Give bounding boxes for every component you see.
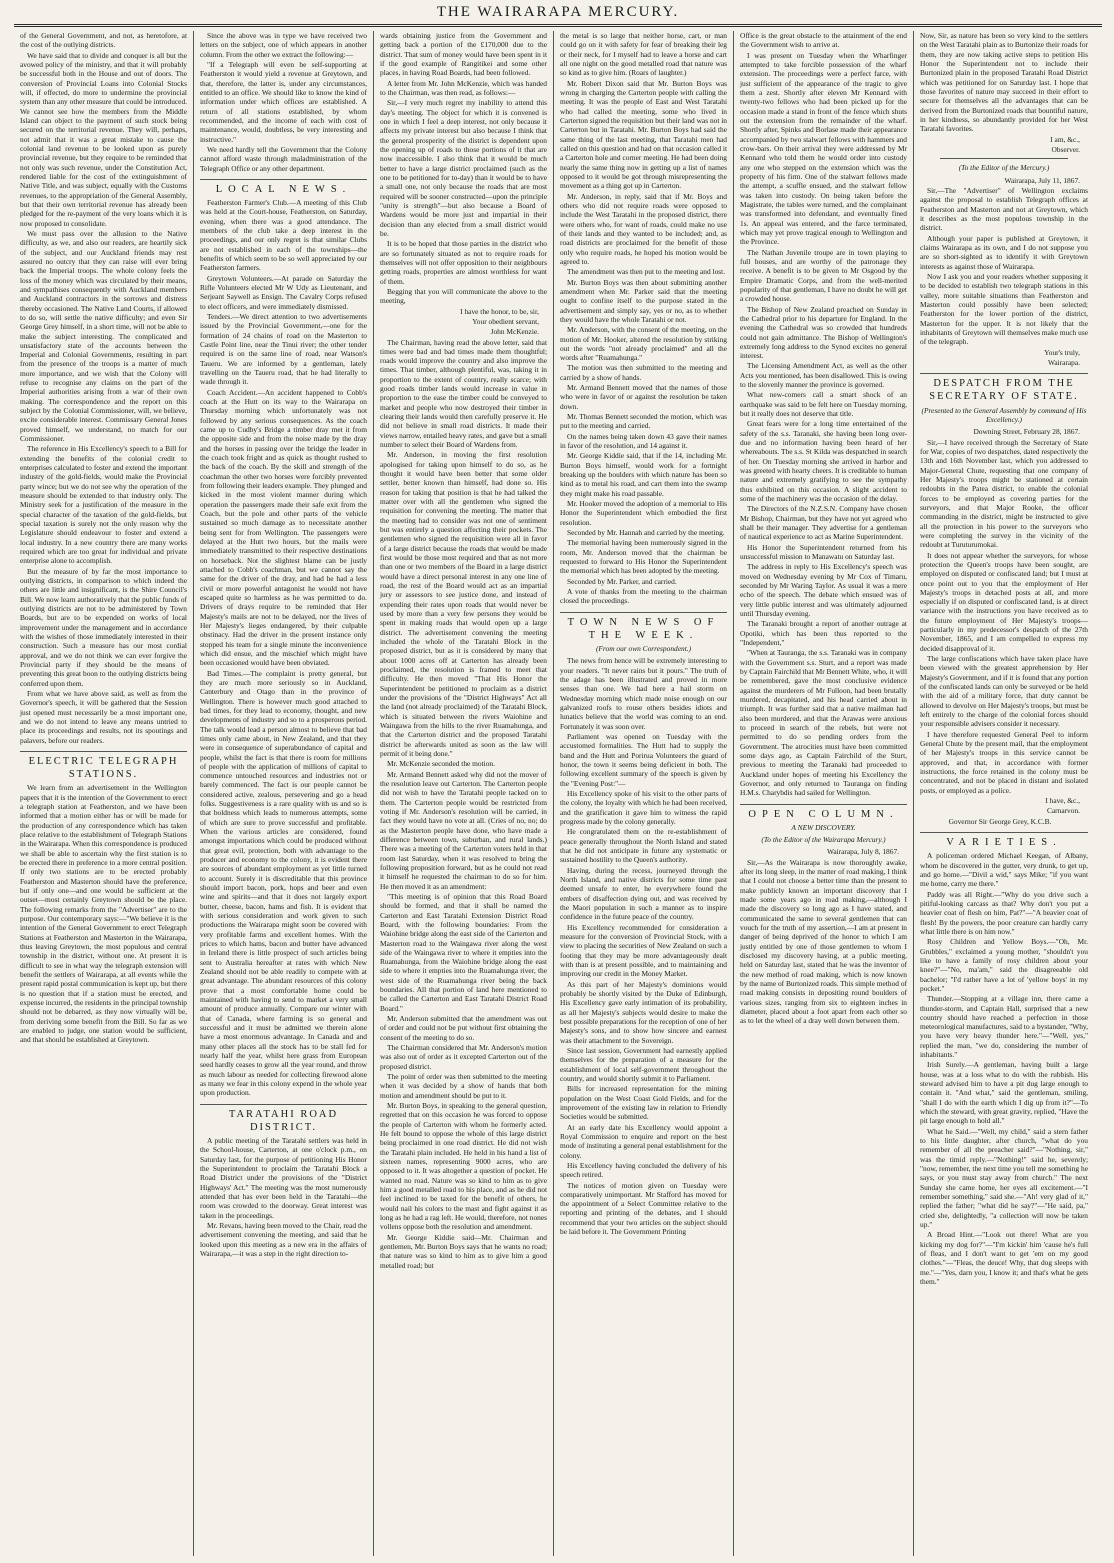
signoff-name: Wairarapa. <box>1047 357 1080 367</box>
paragraph: The large confiscations which have taken place have been viewed with the greatest apprehension by Her Majesty's Government, and if it is found that any portion of the confiscated lands can only be surveyed or be held with the aid of a military force, that duty cannot be allowed to devolve on Her Majesty's troops, but must be left entirely to the charge of the colonial forces should your responsible advisers consider it necessary. <box>920 654 1089 729</box>
paragraph: Sir,—I have received through the Secretary of State for War, copies of two despatches, dated respectively the 13th and 16th November last, which you addressed to Major-General Chute, requesting that one company of Her Majesty's troops might be stationed at certain redoubts in the Patea district, to enable the colonial forces to be employed as covering parties for the surveyors, and that Major Rooke, the officer commanding in the district, might be instructed to give all the protection in his power to the surveyors who were completing the survey in the vicinity of the redoubt at Turuturumokai. <box>920 437 1088 550</box>
variety-item: Paddy was all Right.—"Why do you drive such a pitiful-looking carcass as that? Why don't you put a heavier coat of flesh on him, Pat?"—"A heavier coat of flesh! By the powers, the poor creature can hardly carry what little there is on him now." <box>920 889 1088 936</box>
paragraph: Now I ask you and your readers whether supposing it to be decided to establish two telegraph stations in this valley, more suitable situations than Featherston and Masterton could possibly have been selected; Featherston for the lower portion of the district, Masterton for the upper. It is not likely that the inhabitants of Greytown will themselves make much use of the telegraph. <box>920 271 1088 347</box>
variety-item: Rosy Children and Yellow Boys.—"Oh, Mr. Grubbles," exclaimed a young mother, "shouldn't you like to have a family of rosy children about your knee?"—"No, ma'am," said the disagreeable old bachelor; "I'd rather have a lot of 'yellow boys' in my pocket." <box>920 937 1088 993</box>
paragraph: Mr. Thomas Bennett seconded the motion, which was put to the meeting and carried. <box>560 412 727 431</box>
paragraph: of the General Government, and not, as heretofore, at the cost of the outlying districts. <box>20 31 187 50</box>
news-item: Tenders.—We direct attention to two advertisements issued by the Provincial Government,—one for the formation of 24 chains of road on the Masterton to Castle Point line, near the Tinui river; the other tender required is on the same line of road, near Watson's Taueru. We are informed by a gentleman, lately travelling on the Taueru road, that he had literally to wade through it. <box>200 312 367 387</box>
correspondent-note: (From our own Correspondent.) <box>595 644 692 654</box>
signoff-line: I have the honor, to be, sir, <box>460 306 539 316</box>
letter-dateline: Wairarapa, July 11, 1867. <box>1004 175 1080 185</box>
signoff-line: I have, &c., <box>1045 796 1080 806</box>
column-2 <box>194 31 374 1556</box>
paragraph: Mr. Burton Boys, in speaking to the general question, regretted that on this occasion he was forced to oppose the people of Carterton with whom he formerly acted. He felt bound to oppose the whole of this large district being proclaimed in one road district. He did not wish the Taratahi plain included. He held in his hand a list of sixteen names, representing 9000 acres, who are opposed to it. It was altogether a question of pocket. He wanted no road. Nature was so kind to him as to give him a good metalled road to his place, and as he did not feel inclined to be taxed for the benefit of others, he would nail his colors to the mast and fight against it as long as he had a rag left. He would, therefore, not nones vollens oppose both the resolution and amendment. <box>380 1101 547 1232</box>
paragraph: We must pass over the allusion to the Native difficulty, as we, and also our readers, are heartily sick of the subject, and our Auckland friends may rest assured no outcry that they can raise will ever bring back the Imperial troops. The whole colony feels the loss of the money which was circulated by their means, and sympathises consequently with Auckland members and Auckland contractors in the sorrows and distress thereby occasioned. The Native Land Courts, if allowed to do so, will settle the native difficulty; and even Sir George Grey himself, in a short time, will not be able to make the subject interesting. The complicated and unsatisfactory state of the accounts between the Imperial and Colonial Governments, resulting in part from the presence of the troops is a matter of much more importance, and we wish that the Colony will refuse to recognise any claims on the part of the Imperial authorities arising from a war of their own making. The correspondence and the report on this subject by the Colonial Commissioner, will, we believe, excite considerable interest. Commissary General Jones proved himself, we understand, no match for our Commissioner. <box>20 228 187 444</box>
paragraph: Although your paper is published at Greytown, it claims Wairarapa as its own, and I do not suppose you are so short-sighted as to identify it with Greytown interests as against those of Wairarapa. <box>920 233 1088 271</box>
section-heading-despatch: DESPATCH FROM THE SECRETARY OF STATE. <box>920 373 1088 403</box>
paragraph: Having, during the recess, journeyed through the North Island, and native districts for some time past deemed unsafe to enter, he everywhere found the embers of disaffection dying out, and was received by the Maori population in such a manner as to inspire confidence in the future peace of the country. <box>560 865 727 922</box>
paragraph: Mr. Hooker moved the adoption of a memorial to His Honor the Superintendent which embodied the first resolution. <box>560 499 727 527</box>
despatch-dateline: Downing Street, February 28, 1867. <box>973 427 1080 437</box>
section-heading-varieties: VARIETIES. <box>920 832 1088 849</box>
column-4 <box>554 31 734 1556</box>
paragraph: The Chairman considered that Mr. Anderson's motion was also out of order as it excepted Carterton out of the proposed district. <box>380 1043 547 1071</box>
paragraph: Since last session, Government had earnestly applied themselves for the preparation of a measure for the establishment of local self-government throughout the country, and would shortly submit it to Parliament. <box>560 1045 727 1083</box>
news-item: Greytown Volunteers.—At parade on Saturday the Rifle Volunteers elected Mr W Udy as Lieutenant, and Serjeant Saywell as Ensign. The Cavalry Corps refused to elect officers, and were immediately dismissed. <box>200 273 367 311</box>
paragraph: The amendment was then put to the meeting and lost. <box>567 267 726 277</box>
paragraph: Mr. Anderson, with the consent of the meeting, on the motion of Mr. Hooker, altered the resolution by striking out the words "not already proclaimed" and all the words after "Ruamahunga." <box>560 325 727 363</box>
paragraph: Seconded by Mr. Hannah and carried by the meeting. <box>567 528 725 538</box>
paragraph: We have said that to divide and conquer is all but the avowed policy of the ministry, and that it will probably be successful both in the House and out of doors. The conversion of Provincial Loans into Colonial Stocks will, if effected, do more to undermine the provincial system than any other measure that could be introduced. We cannot see how the members from the Middle Island can object to the payment of such stock being secured on the territorial revenue. They will, perhaps, not admit that it was a great mistake to cause the colonial land revenue to be looked upon as purely provincial revenue, but they require to be reminded that not only was such revenue, under the Constitution Act, rendered liable for the cost of the extinguishment of Native Title, and was subject, equally with the Customs revenues, to the appropriation of the General Assembly, but that their own territorial revenue has already been pledged for the re-payment of the very loans which it is now proposed to consolidate. <box>20 50 187 228</box>
letter-address: (To the Editor of the Wairarapa Mercury.) <box>761 835 886 845</box>
signoff-name: Observer. <box>1051 144 1080 154</box>
editorial-body <box>20 31 187 745</box>
paragraph: I was present on Tuesday when the Wharfinger attempted to take forcible possession of the wharf extension. The proceedings were a perfect farce, with just sufficient of the appearance of the tragic to give them a zest. Shortly after eleven Mr Kennard with twenty-two fellows who had been picked up for the occasion made a stand in front of the fence which shuts out the extension from the remainder of the wharf. Shortly after, Spinks and Borlase made their appearance accompanied by two stalwart fellows with hammers and crow-bars. On their arrival they were addressed by Mr Kennard who told them he would order into custody any one who stepped on the extension which was the property of his firm. One of the stalwart fellows made the attempt, a scuffle ensued, and the stalwart fellow was taken into custody. On being taken before the Magistrate, the tables were turned, and the complainant was transformed into defendant, and eventually fined 1s. An appeal was entered, and the farce terminated, which may yet prove tragical enough to Wellington and the Province. <box>740 50 907 247</box>
paragraph: The address in reply to His Excellency's speech was moved on Wednesday evening by Mr Cox of Timaru, seconded by Mr Waring Taylor. As usual it was a mere echo of the speech. The debate which ensued was of very little public interest and was ultimately adjourned until Thursday evening. <box>740 562 907 619</box>
paragraph: His Excellency spoke of his visit to the other parts of the colony, the loyalty with which he had been received, and the gratification it gave him to witness the rapid progress made by the colony generally. <box>560 789 727 827</box>
signoff-name: Carnarvon. <box>1046 806 1080 816</box>
paragraph: The memorial having been numerously signed in the room, Mr. Anderson moved that the chairman be requested to forward to His Honor the Superintendent the memorial which has been adopted by the meeting. <box>560 538 727 576</box>
paragraph: Since the above was in type we have received two letters on the subject, one of which appears in another column. From the other we extract the following:— <box>200 31 367 59</box>
paragraph: On the names being taken down 43 gave their names in favor of the resolution, and 14 against it. <box>560 431 727 451</box>
paragraph: But the measure of by far the most importance to outlying districts, in comparison to which indeed the others are little and insignificant, is the Shire Council's Bill. We now learn authoratively that the public funds of outlying districts are not to be administered by Town Boards, but are to be expended on works of local improvement under the management and in accordance with the wishes of those immediately interested in their construction. Such a measure has our most cordial approval, and we do not think we can ever forgive the Provincial party if they should be the means of preventing this great boon to the outlying districts being conferred upon them. <box>20 566 187 688</box>
paragraph: The Bishop of New Zealand preached on Sunday in the Cathedral prior to his departure for England. In the evening the Cathedral was so crowded that hundreds could not gain admittance. The Bishop of Wellington's extremely long address to the Synod excites no general interest. <box>740 304 907 361</box>
paragraph: A public meeting of the Taratahi settlers was held in the School-house, Carterton, at one o'clock p.m., on Saturday last, for the purpose of petitioning His Honor the Superintendent to proclaim the Taratahi Block a Road District under the provisions of the "District Highways' Act." The meeting was the most numerously attended that has ever been held in the Taratahi—the room was crowded to the doorway. Great interest was taken in the proceedings. <box>200 1136 367 1220</box>
addressee: Governor Sir George Grey, K.C.B. <box>948 816 1052 826</box>
letter-title: A NEW DISCOVERY. <box>791 822 856 832</box>
signoff-line: Your obedient servant, <box>472 316 539 326</box>
paragraph: "This meeting is of opinion that this Road Board should be formed, and that it shall be named the Carterton and East Taratahi Extension District Road Board, with the following boundaries: From the Waiohine bridge along the east side of the Carterton and Masterton road to the Waingawa river along the west side of the Waingawa river to where it empties into the Ruamahunga, from the Waiohine bridge along the east side to where it empties into the Ruamahunga river, the west side of the Ruamahunga river being the back boundaries. All that portion of land here mentioned to be called the Carterton and East Taratahi District Road Board." <box>380 891 547 1013</box>
paragraph: The Directors of the N.Z.S.N. Company have chosen Mr Bishop, Chairman, but they have not yet agreed who shall be their manager. They advertise for a gentleman of nautical experience to act as Marine Superintendent. <box>740 504 907 542</box>
paragraph: The Nathan Juvenile troupe are in town playing to full houses, and are worthy of the patronage they receive. A benefit is to be given to Mr Osgood by the Empire Dramatic Corps, and from the well-merited popularity of that gentleman, I have no doubt he will get a crowded house. <box>740 247 907 304</box>
paragraph: We learn from an advertisement in the Wellington papers that it is the intention of the Government to erect a telegraph station at Featherston, and we have been informed that a motion either has or will be made for the production of any correspondence which has taken place relative to the establishment of Telegraph Stations in the Wairarapa. When this correspondence is produced we shall be able to ascertain why the first station is to be erected there in preference to a more central position. If only two stations are to be erected probably Featherston and Masterton should have the preference, but if only one—and one would be sufficient at the outset—most certainly Greytown should be the place. The following remarks from the "Advertiser" are to the purpose. Our contemporary says:—"We believe it is the intention of the General Government to erect Telegraph Stations at Featherston and Masterton in the Wairarapa, thus leaving Greytown, the most populous and central township in the district, without one. At present it is difficult to see in what way the telegraph extension will benefit the settlers of Wairarapa, at all events while the present rapid postal communication is kept up, but there is no question that if a station must be erected, and expense incurred, the residents in the principal township should not be debarred, as they now virtually will be, from deriving some benefit from the Bill. So far as we are enabled to judge, one station would be sufficient, and that should be established at Greytown. <box>20 783 187 1045</box>
paragraph: Mr. Anderson, in reply, said that if Mr. Boys and others who did not require roads were opposed to include the West Taratahi in the proposed district, there were others who, for want of roads, could make no use of their lands and they wanted to be included; and, as road districts are proclaimed for the benefit of those only who require roads, he hoped his motion would be agreed to. <box>560 191 727 266</box>
variety-item: Irish Surely.—A gentleman, having built a large house, was at a loss what to do with the rubbish. His steward advised him to have a pit dug large enough to contain it. "And what," said the gentleman, smiling, "shall I do with the earth which I dig up from it?"—To which the steward, with great gravity, replied, "Have the pit large enough to hold all." <box>920 1060 1088 1126</box>
variety-item: Thunder.—Stopping at a village inn, there came a thunder-storm, and Captain Hall, surprised that a new country should have reached a perfection in those meteorological manufactures, said to a bystander, "Why, you have very heavy thunder here."—"Well, yes," replied the man, "we do, considering the number of inhabitants." <box>920 994 1088 1060</box>
paragraph: I have therefore requested General Peel to inform General Chute by the present mail, that the employment of her Majesty's troops in this service cannot be approved, and that, in accordance with former instructions, the force retained in the colony must be concentrated, and not be placed in distant and isolated posts, or employed as a police. <box>920 729 1088 795</box>
paragraph: Great fears were for a long time entertained of the safety of the s.s. Taranaki, she having been long over-due and no information having been heard of her whereabouts. The s.s. St Kilda was despatched in search of her. On Tuesday morning she arrived in harbor and was greeted with hearty cheers. It is creditable to human nature and extremely gratifying to see the sympathy thus exhibited on this occasion. A slight accident to some of the machinery was the occasion of the delay. <box>740 419 907 504</box>
paragraph: A vote of thanks from the meeting to the chairman closed the proceedings. <box>560 587 727 606</box>
paragraph: He congratulated them on the re-establishment of peace generally throughout the North Island and stated that he did not anticipate in future any systematic or sustained hostility to the Queen's authority. <box>560 827 727 865</box>
section-heading-taratahi: TARATAHI ROAD DISTRICT. <box>200 1104 367 1134</box>
paragraph: Mr. Anderson, in moving the first resolution apologised for taking upon himself to do so, as he thought it would have been better that some older settler, better known than himself, had done so. His reason for taking that position is that he had talked the matter over with all the gentlemen who signed the requisition for convening the meeting. The matter that the meeting had to consider was not one of sentiment but was entirely a question affecting their pockets. The gentlemen who signed the requisition were all in favor of a large district because the roads that would be made first would be those most required and that as not more than one or two members of the Board in a large district would have a direct personal interest in any one line of road, the rest of the Board would act as an impartial jury or assessors to see justice done, and instead of expending their rates upon roads that would never be used by more than a very few persons they would be spent in making roads that would open up a large district. The advertisement convening the meeting included the whole of the Taratahi Block in the proposed district, but as it is considered by many that about 1000 acres off at Carterton has already been proclaimed, the resolution is framed to meet that difficulty. He then moved "That His Honor the Superintendent be petitioned to proclaim as a district under the provisions of the "District Highways" Act all the land (not already proclaimed) of the Taratahi Block, which is situated between the rivers Waiohine and Waingawa from the hills to the river Ruamahunga, and that the Carterton district and the proposed Taratahi district be afterwards united as soon as the law will permit of it being done." <box>380 450 547 758</box>
signoff-line: I am, &c., <box>1050 134 1080 144</box>
paragraph: Mr. George Kiddie said—Mr. Chairman and gentlemen, Mr. Burton Boys says that he wants no road; that nature was so kind to him as to give him a good metalled road; but <box>380 1232 547 1270</box>
paragraph: The notices of motion given on Tuesday were comparatively unimportant. Mr Stafford has moved for the appointment of a Select Committee relative to the reporting and printing of the debates, and I should recommend that your two articles on the subject should be laid before it. The Government Printing <box>560 1180 727 1237</box>
paragraph: A letter from Mr. John McKenzie, which was handed to the Chairman, was then read, as follows:— <box>380 78 547 97</box>
paragraph: The Taranaki brought a report of another outrage at Opotiki, which has been thus reported to the "Independent," <box>740 619 907 647</box>
signoff-line: Your's truly, <box>1044 347 1080 357</box>
news-item: Coach Accident.—An accident happened to Cobb's coach at the Hutt on its way to the Wairarapa on Thursday morning which unfortunately was not followed by any serious consequences. As the coach came up to Cudby's Bridge a timber dray met it from the opposite side and from the noise made by the dray and the horses in passing over the bridge the leader in the coach took fright and as quick as thought rushed to the back of the coach. By the skill and strength of the coachman the other two horses were forcibly prevented from following their leaders example. They plunged and kicked in the most violent manner during which operation the passengers made their safe exit from the Coach, but the pole and other parts of the vehicle sustained so much damage as to necessitate another being sent for from Wellington. The passengers were delayed at the Hutt two hours, but the mails were immediately transmitted to their respective destinations on horseback. Not the slightest blame can be justly attached to Cobb's coachman, but we cannot say the same for the driver of the dray, and had he had a less civil or more powerful antagonist he would not have escaped quite so harmless as he was permitted to do. Drivers of drays require to be reminded that Her Majesty's mails are not to be delayed, nor the lives of Her Majesty's lieges endangered, by their culpable obstinacy. Had the driver in the present instance only stopped his team for a single minute the inconvenience which did ensue, and the mischief which might have been occasioned would have been obviated. <box>200 387 367 668</box>
column-1 <box>14 31 194 1556</box>
paragraph: Mr. George Kiddie said, that if the 14, including Mr. Burton Boys himself, would work for a fortnight breaking up the boulders with which nature has been so kind as to metal his road, and cart them into the swamp they might make his road passable. <box>560 451 727 498</box>
column-5 <box>734 31 914 1556</box>
paragraph: Now, Sir, as nature has been so very kind to the settlers on the West Taratahi plain as to Burtonize their roads for them, they are now taking active steps to petition His Honor the Superintendent not to include their Burtonized plain in the proposed Taratahi Road District which was petitioned for on Saturday last. I hope that those favorites of nature may succeed in their effort to secure for themselves all the advantages that can be derived from the Burtonized roads that bountiful nature, in her kindness, so abundantly provided for her West Taratahi favorites. <box>920 31 1088 134</box>
paragraph: The Chairman, having read the above letter, said that times were bad and bad times made them thoughtful; roads would improve the country and also improve the times. That timber, although plentiful, was, taking it in proportion to the extent of country, really scarce; with good roads timber lands would increase in value in proportion to the ease the timber could be conveyed to market and people who now destroyed their timber in clearing their lands would then carefully preserve it. He did not believe in small road districts. It made their views narrow, entailed heavy rates, and gave but a small number to select their Board of Wardens from. <box>380 337 547 450</box>
paragraph: At an early date his Excellency would appoint a Royal Commission to enquire and report on the best mode of instituting a general penal establishment for the colony. <box>560 1122 727 1160</box>
columns <box>14 31 1102 1556</box>
paragraph: Sir,—As the Wairarapa is now thoroughly awake, after its long sleep, in the matter of road making, I think that I could not choose a better time than the present to make publicly known an important discovery that I made some years ago in road making,—although I made the discovery so long ago as I have stated, and communicated the same to several gentlemen that can vouch for the truth of my assertion,—I am at present in danger of being deprived of the honor to which I am justly entitled by one of those gentlemen to whom I disclosed my discovery having, at a public meeting, held on Saturday last, stated that he was the inventor of the new method of road making, which is now known by the name of Burtonized roads. This simple method of road making consists in depositing round boulders of various sizes, ranging from six to eighteen inches in diameter, placed about a foot apart from each other so as to let the wheel of a dray well down between them. <box>740 857 907 1026</box>
paragraph: Bills for increased representation for the mining population on the West Coast Gold Fields, and for the improvement of the existing law in relation to Friendly Societies would be submitted. <box>560 1084 727 1122</box>
paragraph: Office is the great obstacle to the attainment of the end the Government wish to arrive at. <box>740 31 907 50</box>
paragraph: Parliament was opened on Tuesday with the accustomed formalities. The Hutt had to supply the band and the Hutt and Porirua Volunteers the guard of honor, the town it seems being deficient in both. The following excellent summary of the speech is given by the "Evening Post:"— <box>560 732 727 788</box>
paragraph: "If a Telegraph will even be self-supporting at Featherston it would yield a revenue at Greytown, and that, therefore, the latter is, under any circumstances, entitled to an office. We should like to know the kind of information under which offices are established. A return of all stations established, by whom recommended, and the income of each with cost of maintenance, would, doubtless, be very interesting and instructive." <box>200 59 367 144</box>
variety-item: A Broad Hint.—"Look out there! What are you kicking my dog for?"—"I'm kickin' him 'cause he's full of fleas, and I don't want to get 'em on my good clothes."—"Fleas, the deuce! Why, that dog sleeps with me."—"Yes, darn you, I know it; and that's what he gets them." <box>920 1230 1088 1287</box>
section-heading-town-news: TOWN NEWS OF THE WEEK. <box>560 612 727 642</box>
letter-dateline: Wairarapa, July 8, 1867. <box>826 847 899 857</box>
paragraph: His Excellency recommended for consideration a measure for the conversion of Provincial Stock, with a view to placing the securities of New Zealand on such a footing that they may be more advantageously dealt with than is at present possible, and to maintaining and improving our credit in the Money Market. <box>560 922 727 979</box>
letter-address: (To the Editor of the Mercury.) <box>958 163 1050 173</box>
paragraph: wards obtaining justice from the Government and getting back a portion of the £170,000 due to the district. That sum of money would have been spent in it if the good example of Rangitikei and some other places, in having Road Boards, had been followed. <box>380 31 547 78</box>
paragraph: Sir,—The "Advertiser" of Wellington exclaims against the proposal to establish Telegraph offices at Featherston and Masterton and not at Greytown, which it describes as the most populous township in the district. <box>920 185 1088 233</box>
paragraph: From what we have above said, as well as from the Governor's speech, it will be gathered that the Session just opened must necessarily be a most important one, and we do not intend to leave any means untried to place its proceedings and results, not its spoutings and palavers, before our readers. <box>20 688 187 745</box>
paragraph: Mr. McKenzie seconded the motion. <box>387 759 495 769</box>
paragraph: The news from hence will be extremely interesting to your readers. "It never rains but it pours." The truth of the adage has been illustrated and proved in more senses than one. We had here a hail storm on Wednesday morning which made noise enough on our galvanized roofs to rouse others besides idiots and lunatics believe that the world was coming to an end. Fortunately it was soon over. <box>560 656 727 731</box>
paragraph: Mr. Revans, having been moved to the Chair, read the advertisement convening the meeting, and said that he looked upon this meeting as a new era in the affairs of Wairarapa,—it was a step in the right direction to- <box>200 1221 367 1259</box>
masthead: THE WAIRARAPA MERCURY. <box>14 4 1102 27</box>
signoff-name: John McKenzie. <box>490 327 539 337</box>
paragraph: His Honor the Superintendent returned from his unsuccessful mission to Manawatu on Saturday last. <box>740 542 907 562</box>
paragraph: Seconded by Mr. Parker, and carried. <box>567 576 677 586</box>
paragraph: The Licensing Amendment Act, as well as the other Acts you mentioned, has been disallowed. This is owing to the slovenly manner the province is governed. <box>740 361 907 390</box>
section-heading-open-column: OPEN COLUMN. <box>740 804 907 821</box>
paragraph: What new-comers call a smart shock of an earthquake was said to be felt here on Tuesday morning, but it really does not deserve that title. <box>740 390 907 419</box>
paragraph: It does not appear whether the surveyors, for whose protection the Queen's troops have been sought, are employed on disputed or confiscated land; but I must at once point out to you that the employment of Her Majesty's troops in detached posts at all, and more especially if on disputed or confiscated land, is at direct variance with the instructions you have received as to the future employment of Her Majesty's troops—particularly in my predecessor's despatch of the 27th November, 1865, and I am compelled to express my decided disapproval of it. <box>920 550 1088 653</box>
paragraph: the metal is so large that neither horse, cart, or man could go on it with safety for fear of breaking their leg or their neck, for I myself had to leave a horse and cart all one night on the good metalled road that nature was so kind as to give him. (Roars of laughter.) <box>560 31 727 78</box>
paragraph: His Excellency having concluded the delivery of his speech retired. <box>560 1160 727 1180</box>
paragraph: Sir,—I very much regret my inability to attend this day's meeting. The object for which it is convened is one in which I feel a deep interest, not only because it affects my private interest but also because I think that the general prosperity of the district is dependent upon the opening up of roads to those portions of it that are now inaccessible. I also think that it would be much better to have a large district proclaimed (such as the one to be petitioned for to-day) than it would be to have a small one, not only because the roads that are most required will be sooner constructed—upon the principle "unity is strength"—but also because a Board of Wardens would be more just and impartial in their decision than any elected from a small district would be. <box>380 98 547 238</box>
paragraph: We need hardly tell the Government that the Colony cannot afford waste through maladministration of the Telegraph Office or any other department. <box>200 144 367 173</box>
paragraph: It is to be hoped that those parties in the district who are so fortunately situated as not to require roads for themselves will not offer opposition to their neighbours getting roads, properties are almost worthless for want of them. <box>380 239 547 286</box>
variety-item: What he Said.—"Well, my child," said a stern father to his little daughter, after church, "what do you remember of all the preacher said?"—"Nothing, sir," was the timid reply.—"Nothing!" said he, severely; "now, remember, the next time you tell me something he says, or you must stay away from church." The next Sunday she came home, her eyes all excitement.—"I remember something," said she.—"Ah! very glad of it," replied the father; "what did he say?"—"He said, pa," cried she, delightedly, "a collection will now be taken up." <box>920 1126 1088 1230</box>
paragraph: The reference in His Excellency's speech to a Bill for extending the benefits of the colonial credit to enterprises calculated to foster and extend the important industry of the gold-fields, would make the Provincial party wince; but we do not see why the operation of the measure should be extended to that industry only. The Ministry seek for a justification of the measure in the special character of the taxation of the gold-fields, but special taxation is surely not the only reason why the Legislature should endeavour to foster and extend a local industry. In a new country there are many works required which are too great for individual and private enterprise alone to accomplish. <box>20 444 187 566</box>
divider <box>940 158 1068 159</box>
variety-item: A policeman ordered Michael Keegan, of Albany, whom he discovered in the gutter, very drunk, to get up, and go home.—"Divil a wid," says Mike; "if you want me home, carry me there." <box>920 851 1088 889</box>
paragraph: As this part of her Majesty's dominions would probably be shortly visited by the Duke of Edinburgh, His Excellency gave early intimation of its probability, as all her Majesty's subjects would desire to make the best possible preparations for the reception of one of her Majesty's sons, and to show how sincere and earnest was their attachment to the Sovereign. <box>560 979 727 1045</box>
paragraph: "When at Tauranga, the s.s. Taranaki was in company with the Government s.s. Sturt, and a report was made by Captain Fairchild that Mr Bennett White, who, it will be remembered, gave the most conclusive evidence against the murderers of Mr Fulloon, had been brutally murdered, decapitated, and his head carried about in triumph. It was further said that a native mailman had also been murdered, and that the Arawas were anxious to proceed in search of the rebels, but were not permitted to do so pending orders from the Government. The atrocities must have been committed some days ago, as Captain Fairchild of the Sturt, previous to meeting the Taranaki had proceeded to Auckland under hopes of meeting his Excellency the Governor, and only returned to Tauranga on finding H.M.s. Charybdis had sailed for Wellington. <box>740 648 907 798</box>
paragraph: The motion was then submitted to the meeting and carried by a show of hands. <box>560 363 727 382</box>
paragraph: Mr. Anderson submitted that the amendment was out of order and could not be put without first obtaining the consent of the meeting to do so. <box>380 1014 547 1042</box>
despatch-note: (Presented to the General Assembly by command of His Excellency.) <box>921 405 1087 424</box>
paragraph: Mr. Robert Dixon said that Mr. Burton Boys was wrong in charging the Carterton people with calling the meeting. It was the people of East and West Taratahi who had called the meeting, some who lived in Carterton signed the requisition but their land was not in Carterton but in Taratahi. Mr. Burton Boys had said the same thing of the last meeting, that Taratahi men had called on this question and had on that occasion called it a Carterton hole and corner meeting. He had been doing nearly the same thing now in getting up a list of names opposed to it would be got through misrepresenting the movement as a thing got up in Carterton. <box>560 78 727 191</box>
section-heading-local-news: LOCAL NEWS. <box>200 179 367 196</box>
column-3 <box>374 31 554 1556</box>
paragraph: Mr. Armand Bennett asked why did not the mover of the resolution leave out Carterton. The Carterton people did not wish to have the Taratahi people tacked on to them. The Carterton people would be restricted from voting if Mr. Anderson's resolution will be carried, in fact they would have no vote at all. (Cries of no, no; do as the Masterton people have done, who have made a difference between town, suburban, and rural lands.) There was a meeting of the Carterton voters held in that room last Saturday, when it was resolved to bring the following proposition forward, but as he could not read it himself he requested the chairman to do so for him. He then moved it as an amendment: <box>380 769 547 891</box>
paragraph: Mr. Armand Bennett moved that the names of those who were in favor of or against the resolution be taken down. <box>560 383 727 411</box>
news-item: Bad Times.—The complaint is pretty general, but they are much more seriously so in Auckland, Canterbury and Otago than in the province of Wellington. There is however much good attached to bad times, for they lead to economy, thought, and new developments of industry and so to a prosperous period. The talk would lead a person almost to believe that bad times only came about, in New Zealand, and that they were in consequence of superabundance of capital and people, whilst the fact is that there is room for millions of people with the application of millions of capital to commence untouched resources and industries not or barely commenced. The fact is our people cannot be considered active, zealous, persevering and go a head folks. Suggestiveness is a rare quality with us and so is that boldness which leads to numerous attempts, some of which are sure to prove successful and profitable. When the various articles are considered, found amongst importations which could be produced without that great evil, protection, both with advantage to the producer and economy to the colony, it is evident there are sources of abundant employment as yet little turned to account. Surely it is discreditable that this province should import bacon, pork, hops and beer and even wine and spirits—and that it does not largely export butter, cheese, bacon, hams and fish. It is evident that with serious consideration and work given to such productions the Wairarapa might soon be covered with very profitable farms and excellent homes. With the prices to which hams, bacon and butter have advanced in Ireland there is little prospect of such articles being sent to Australia hereafter at rates with which New Zealand should not be able readily to compete with at great advantage. The abundant resources of this colony prove that a most comfortable home could be maintained with having to send to market a very small amount of produce annually. Compare our winter with that of Canada, where farming is so general and successful and it must be admitted we therein alone have a most enormous advantage. In Canada and and many other places all the stock has to be stall fed for nearly half the year, whilst here grass from European seed hardly ceases to grow all the year round, and throw as much labour as needed for collecting firewood alone as many we fear in this colony expend in the whole year upon production. <box>200 668 367 1098</box>
column-6 <box>914 31 1094 1556</box>
news-item: Featherston Farmer's Club.—A meeting of this Club was held at the Court-house, Featherston, on Saturday, evening, when there was a good attendance. The members of the club take a deep interest in the proceedings, and our only regret is that similar Clubs are not established in each of the townships—the benefits of which seem to be so well appreciated by our Featherston farmers. <box>200 198 367 273</box>
paragraph: The point of order was then submitted to the meeting when it was decided by a show of hands that both motion and amendment should be put to it. <box>380 1072 547 1100</box>
paragraph: Begging that you will communicate the above to the meeting, <box>380 286 547 306</box>
section-heading-telegraph: ELECTRIC TELEGRAPH STATIONS. <box>20 751 187 781</box>
paragraph: Mr. Burton Boys was then about submitting another amendment when Mr. Parker said that the meeting ought to confine itself to the purpose stated in the advertisement and simply say, yes or no, as to whether they would have the whole Taratahi or not. <box>560 277 727 324</box>
